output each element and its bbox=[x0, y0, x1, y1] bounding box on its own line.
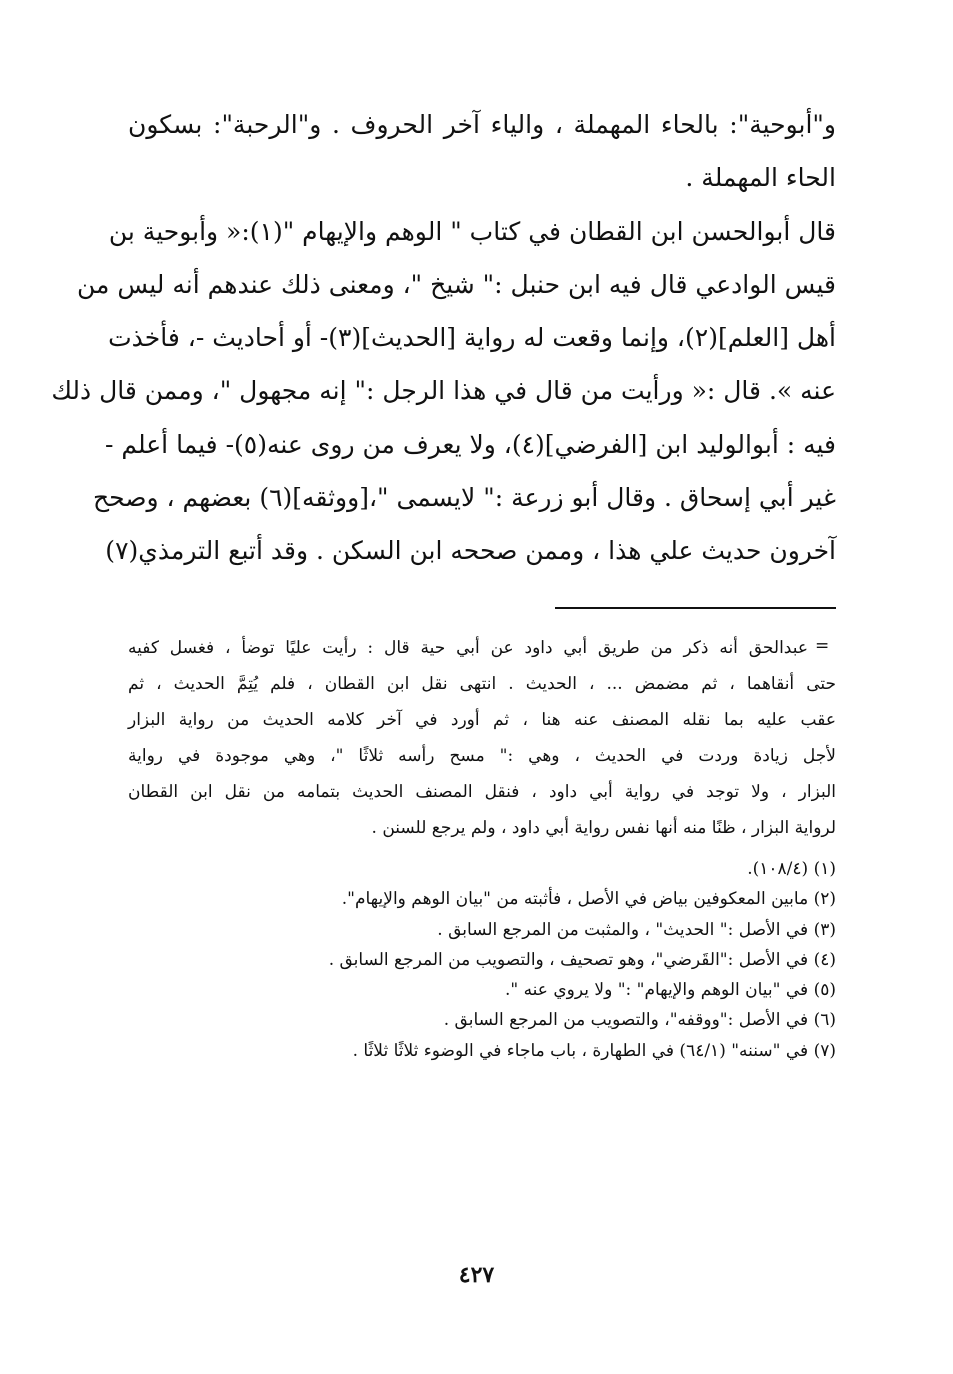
main-line: و"أبوحية": بالحاء المهملة ، والياء آخر الحروف . و"الرحبة": بسكون bbox=[128, 110, 836, 139]
footnote-4: (٤) في الأصل :"القَرضي"، وهو تصحيف ، والتصويب من المرجع السابق . bbox=[328, 949, 836, 970]
main-line: قيس الوادعي قال فيه ابن حنبل :" شيخ "، ومعنى ذلك عندهم أنه ليس من bbox=[77, 269, 836, 299]
footnote-continuation-line: البزار ، ولا توجد في رواية أبي داود ، فنقل المصنف الحديث بتمامه من نقل ابن القطان bbox=[128, 782, 836, 802]
footnote-6: (٦) في الأصل :"ووقفه"، والتصويب من المرجع السابق . bbox=[443, 1010, 836, 1031]
main-line: الحاء المهملة . bbox=[685, 163, 836, 193]
continuation-mark: = bbox=[815, 636, 830, 656]
main-line: عنه ». قال :« ورأيت من قال في هذا الرجل :" إنه مجهول "، وممن قال ذلك bbox=[51, 376, 836, 406]
footnote-1: (١) (١٠٨/٤). bbox=[747, 859, 836, 879]
main-line: آخرون حديث علي هذا ، وممن صححه ابن السكن . وقد أتبع الترمذي(٧) bbox=[105, 536, 836, 566]
footnote-continuation-line: عقب عليه بما نقله المصنف عنه هنا ، ثم أورد في آخر كلامه الحديث من رواية البزار bbox=[128, 710, 836, 730]
main-line: أهل [العلم](٢)، وإنما وقعت له رواية [الحديث](٣)- أو أحاديث -، فأخذت bbox=[108, 323, 836, 353]
footnote-3: (٣) في الأصل :" الحديث" ، والمثبت من المرجع السابق . bbox=[437, 919, 836, 940]
footnote-list bbox=[128, 854, 836, 1066]
footnote-continuation-line: عبدالحق أنه ذكر من طريق أبي داود عن أبي حية قال : رأيت عليًا توضأ ، فغسل كفيه bbox=[128, 638, 808, 658]
main-text bbox=[51, 98, 836, 578]
footnote-continuation-line: حتى أنقاهما ، ثم مضمض ... ، الحديث . انتهى نقل ابن القطان ، فلم يُتِمَّ الحديث ، ثم bbox=[128, 674, 836, 694]
main-line: غير أبي إسحاق . وقال أبو زرعة :" لايسمى "،[ووثقه](٦) بعضهم ، وصحح bbox=[92, 483, 836, 513]
footnote-2: (٢) مابين المعكوفين بياض في الأصل ، فأثبته من "بيان الوهم والإيهام". bbox=[341, 889, 836, 910]
page-number: ٤٢٧ bbox=[458, 1262, 495, 1288]
footnote-continuation-line: لأجل زيادة وردت في الحديث ، وهي :" مسح رأسه ثلاثًا "، وهي موجودة في رواية bbox=[128, 746, 836, 766]
footnote-separator bbox=[555, 607, 836, 609]
footnote-5: (٥) في "بيان الوهم والإيهام" :" ولا يروي عنه ". bbox=[504, 980, 836, 1001]
main-line: قال أبوالحسن ابن القطان في كتاب " الوهم والإيهام "(١):« وأبوحية بن bbox=[108, 216, 836, 246]
footnote-7: (٧) في "سننه" (٦٤/١) في الطهارة ، باب ماجاء في الوضوء ثلاثًا ثلاثًا . bbox=[352, 1040, 836, 1061]
footnotes bbox=[128, 630, 836, 1066]
main-line: فيه : أبوالوليد ابن [الفرضي](٤)، ولا يعرف من روى عنه(٥)- فيما أعلم - bbox=[104, 429, 836, 459]
footnote-continuation-line: لرواية البزار ، ظنًا منه أنها نفس رواية أبي داود ، ولم يرجع للسنن . bbox=[371, 818, 836, 838]
